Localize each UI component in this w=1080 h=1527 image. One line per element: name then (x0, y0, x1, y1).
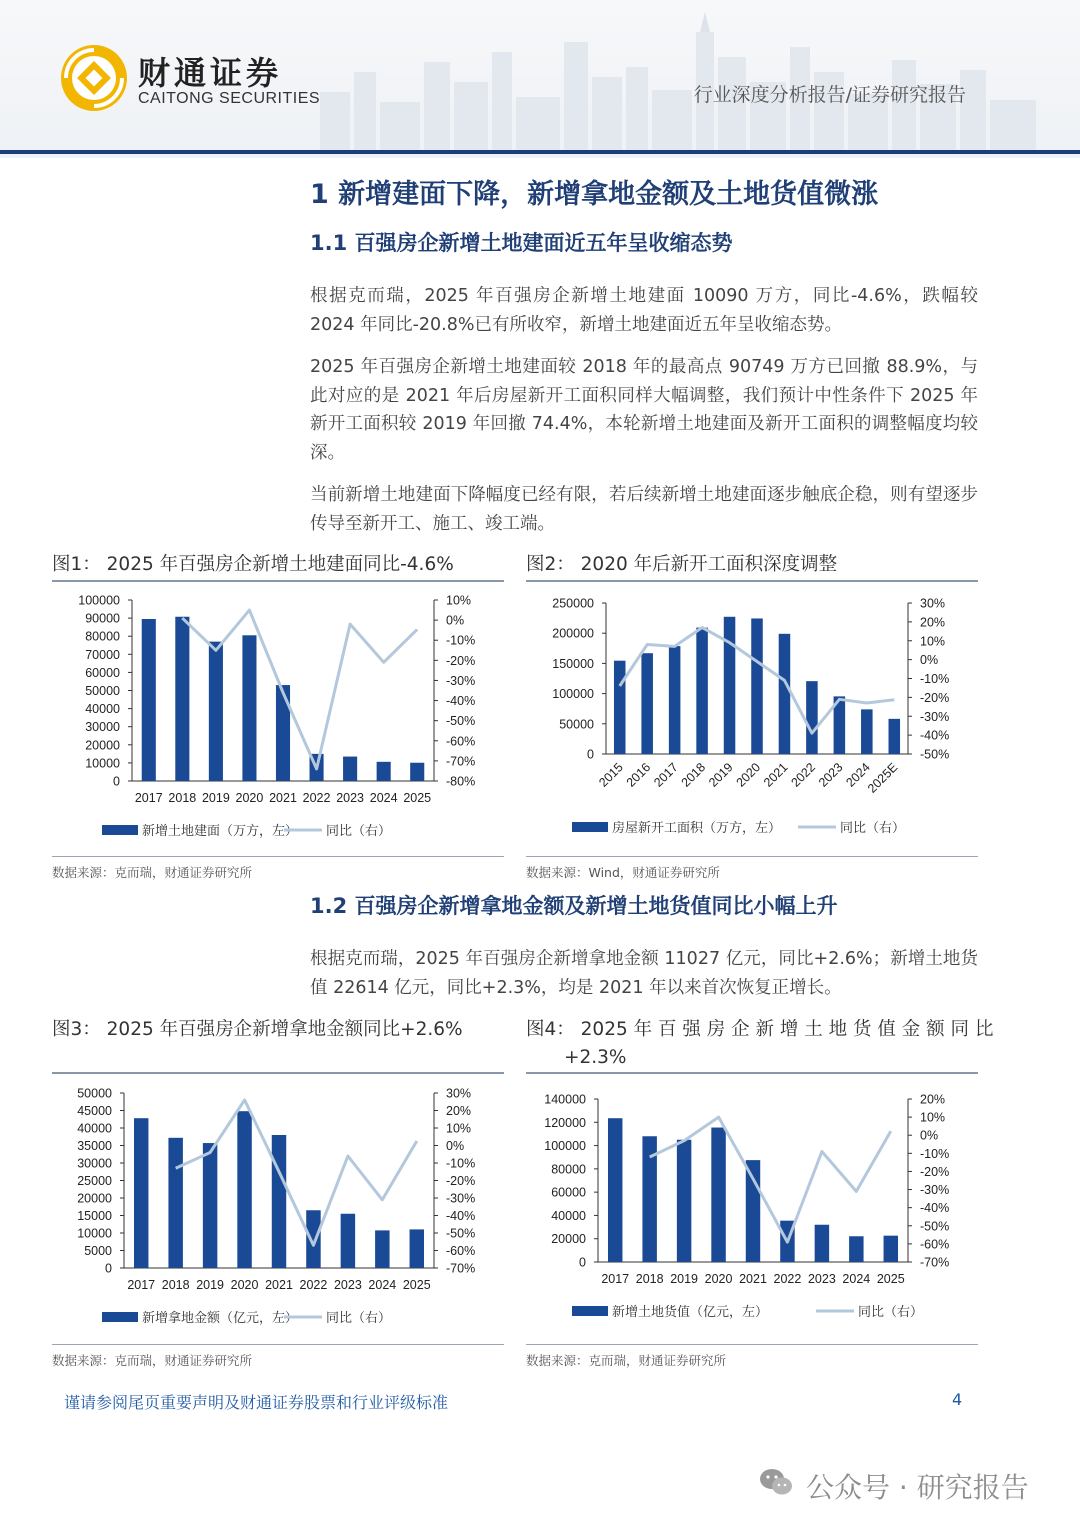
legend-bar-swatch (102, 1312, 138, 1322)
x-tick-label: 2021 (265, 1278, 293, 1292)
y-tick-label-right: -30% (920, 1183, 950, 1198)
bar-2017 (134, 1118, 148, 1268)
bar-2018 (168, 1138, 182, 1268)
y-tick-label-left: 20000 (77, 1191, 112, 1206)
x-tick-label: 2020 (230, 1278, 259, 1292)
y-tick-label-right: -50% (920, 747, 950, 762)
y-tick-label-left: 120000 (544, 1115, 586, 1130)
figure-1-source: 数据来源：克而瑞，财通证券研究所 (52, 865, 253, 880)
x-tick-label: 2017 (134, 791, 163, 805)
wechat-icon (758, 1466, 794, 1498)
y-tick-label-right: 10% (446, 593, 472, 608)
y-tick-label-right: -10% (920, 672, 950, 686)
x-tick-label: 2025 (876, 1272, 905, 1286)
y-tick-label-left: 100000 (78, 593, 120, 608)
x-tick-label: 2020 (704, 1272, 733, 1286)
page-header (0, 0, 1080, 158)
bar-2018 (696, 628, 708, 754)
y-tick-label-right: -50% (446, 1226, 476, 1241)
y-tick-label-left: 80000 (85, 629, 120, 644)
paragraph-2: 2025 年百强房企新增土地建面较 2018 年的最高点 90749 万方已回撤 88.9%，与此对应的是 2021 年后房屋新开工面积同样大幅调整，我们预计中性条件下 2025 年新开工面积较 2019 年回撤 74.4%，本轮新增土地建面及新开工面积的调整幅度均较深。 (310, 357, 978, 463)
x-tick-label: 2023 (815, 760, 846, 790)
legend-line-label: 同比（右） (840, 820, 906, 835)
y-tick-label-left: 40000 (77, 1121, 112, 1136)
x-tick-label: 2025 (402, 1278, 431, 1292)
x-tick-label: 2023 (336, 791, 365, 805)
y-tick-label-left: 100000 (552, 687, 594, 702)
x-tick-label: 2019 (670, 1272, 699, 1286)
figure-1-source-rule (52, 856, 504, 857)
y-tick-label-right: 0% (920, 1128, 939, 1143)
y-tick-label-right: -10% (446, 1156, 476, 1171)
bar-2019 (677, 1140, 691, 1262)
y-tick-label-left: 20000 (85, 738, 120, 753)
figure-2-title-rule (526, 580, 978, 582)
legend-line-label: 同比（右） (326, 823, 392, 838)
x-tick-label: 2025E (864, 760, 901, 796)
y-tick-label-right: 20% (920, 615, 946, 630)
bar-2024 (861, 709, 873, 754)
y-tick-label-left: 0 (105, 1261, 112, 1276)
x-tick-label: 2024 (843, 760, 873, 790)
y-tick-label-right: 10% (920, 1110, 946, 1125)
bar-2015 (614, 661, 626, 754)
y-tick-label-left: 25000 (77, 1174, 112, 1188)
bar-2021 (272, 1135, 286, 1268)
legend-bar-swatch (572, 822, 608, 832)
y-tick-label-right: -20% (446, 653, 476, 668)
figure-4-title-rule (526, 1072, 978, 1074)
bar-2021 (276, 685, 290, 781)
bar-2021 (746, 1160, 760, 1262)
legend-bar-label: 新增拿地金额（亿元，左） (142, 1310, 299, 1325)
y-tick-label-left: 100000 (544, 1139, 586, 1154)
legend-line-label: 同比（右） (858, 1304, 924, 1319)
x-tick-label: 2018 (161, 1278, 190, 1292)
bar-2020 (711, 1128, 725, 1262)
x-tick-label: 2019 (201, 791, 230, 805)
x-tick-label: 2017 (651, 760, 681, 790)
y-tick-label-right: 30% (920, 596, 946, 611)
paragraph-1: 根据克而瑞，2025 年百强房企新增土地建面 10090 万方，同比-4.6%，跌幅较 2024 年同比-20.8%已有所收窄，新增土地建面近五年呈收缩态势。 (310, 286, 978, 335)
figure-3-source-rule (52, 1344, 504, 1345)
bar-2023 (341, 1214, 355, 1268)
section-title: 1 新增建面下降，新增拿地金额及土地货值微涨 (310, 179, 879, 210)
y-tick-label-right: -60% (920, 1237, 950, 1252)
legend-bar-swatch (102, 825, 138, 835)
paragraph-4: 根据克而瑞，2025 年百强房企新增拿地金额 11027 亿元，同比+2.6%；新增土地货值 22614 亿元，同比+2.3%，均是 2021 年以来首次恢复正增长。 (310, 949, 978, 998)
y-tick-label-left: 90000 (85, 611, 120, 626)
caitong-logo-icon (58, 42, 130, 114)
y-tick-label-right: -30% (446, 673, 476, 688)
y-tick-label-left: 10000 (77, 1226, 112, 1241)
y-tick-label-right: -10% (446, 633, 476, 648)
bar-2025E (889, 719, 901, 754)
y-tick-label-right: -20% (446, 1174, 476, 1188)
x-tick-label: 2019 (706, 760, 736, 790)
bar-2022 (806, 681, 818, 754)
y-tick-label-left: 70000 (85, 647, 120, 662)
bar-2019 (209, 642, 223, 781)
y-tick-label-right: 20% (920, 1092, 946, 1107)
chart-4 (526, 1076, 978, 1342)
y-tick-label-right: -70% (446, 1261, 476, 1276)
x-tick-label: 2022 (788, 760, 819, 790)
x-tick-label: 2018 (678, 760, 709, 790)
bar-2018 (175, 617, 189, 781)
y-tick-label-right: 10% (920, 634, 946, 649)
bar-2020 (237, 1111, 251, 1268)
y-tick-label-left: 30000 (77, 1156, 112, 1171)
x-tick-label: 2021 (739, 1272, 767, 1286)
legend-bar-label: 新增土地建面（万方，左） (142, 823, 299, 838)
y-tick-label-left: 0 (579, 1255, 586, 1270)
x-tick-label: 2024 (368, 1278, 397, 1292)
x-tick-label: 2024 (369, 791, 398, 805)
y-tick-label-left: 10000 (85, 756, 120, 771)
y-tick-label-right: -80% (446, 774, 476, 789)
bar-2023 (343, 757, 357, 781)
disclaimer-link[interactable]: 谨请参阅尾页重要声明及财通证券股票和行业评级标准 (64, 1393, 449, 1412)
y-tick-label-left: 40000 (551, 1208, 586, 1223)
y-tick-label-left: 45000 (77, 1104, 112, 1118)
bar-2020 (242, 635, 256, 781)
y-tick-label-left: 150000 (552, 656, 594, 671)
x-tick-label: 2019 (196, 1278, 225, 1292)
bar-2017 (142, 619, 156, 781)
bar-2022 (306, 1210, 320, 1268)
figure-4-source-rule (526, 1344, 978, 1345)
bar-2024 (375, 1230, 389, 1268)
figure-1-title: 图1： 2025 年百强房企新增土地建面同比-4.6% (52, 554, 454, 575)
y-tick-label-left: 0 (587, 747, 594, 762)
figure-1-title-rule (52, 580, 504, 582)
y-tick-label-right: -20% (920, 690, 950, 705)
x-tick-label: 2020 (733, 760, 764, 790)
company-name-en: CAITONG SECURITIES (138, 90, 321, 107)
figure-3-source: 数据来源：克而瑞，财通证券研究所 (52, 1353, 253, 1368)
bar-2019 (203, 1143, 217, 1268)
y-tick-label-right: 10% (446, 1121, 472, 1136)
figure-3-title-rule (52, 1072, 504, 1074)
x-tick-label: 2021 (761, 760, 791, 790)
x-tick-label: 2016 (623, 760, 654, 790)
header-divider (0, 150, 1080, 154)
y-tick-label-right: -70% (920, 1255, 950, 1270)
x-tick-label: 2022 (302, 791, 331, 805)
y-tick-label-right: -40% (446, 694, 476, 709)
y-tick-label-right: 0% (446, 1139, 465, 1153)
y-tick-label-left: 50000 (85, 684, 120, 698)
bar-2021 (779, 634, 791, 754)
bar-2025 (410, 1229, 424, 1268)
y-tick-label-right: -10% (920, 1146, 950, 1161)
y-tick-label-left: 35000 (77, 1139, 112, 1153)
bar-2023 (815, 1225, 829, 1262)
y-tick-label-right: -60% (446, 1244, 476, 1258)
y-tick-label-right: 30% (446, 1086, 472, 1101)
subsection-title-1-2: 1.2 百强房企新增拿地金额及新增土地货值同比小幅上升 (310, 894, 838, 918)
bar-2017 (608, 1118, 622, 1262)
y-tick-label-left: 60000 (551, 1185, 586, 1200)
legend-bar-label: 新增土地货值（亿元，左） (612, 1304, 769, 1319)
bar-2025 (884, 1236, 898, 1262)
x-tick-label: 2017 (127, 1278, 156, 1292)
bar-2016 (641, 653, 653, 754)
chart-2 (526, 584, 978, 854)
figure-3-title: 图3： 2025 年百强房企新增拿地金额同比+2.6% (52, 1019, 463, 1040)
x-tick-label: 2017 (601, 1272, 630, 1286)
y-tick-label-left: 50000 (77, 1086, 112, 1101)
legend-bar-label: 房屋新开工面积（万方，左） (612, 820, 782, 835)
y-tick-label-left: 0 (113, 774, 120, 789)
y-tick-label-left: 40000 (85, 702, 120, 717)
x-tick-label: 2018 (635, 1272, 664, 1286)
y-tick-label-right: -30% (920, 709, 950, 724)
y-tick-label-right: 0% (446, 613, 465, 628)
y-tick-label-left: 15000 (77, 1209, 112, 1223)
x-tick-label: 2021 (269, 791, 297, 805)
bar-2017 (669, 646, 681, 754)
y-tick-label-right: -40% (446, 1209, 476, 1223)
watermark-text: 公众号 · 研究报告 (806, 1471, 1029, 1504)
legend-line-label: 同比（右） (326, 1310, 392, 1325)
bar-2024 (849, 1236, 863, 1262)
company-name-cn: 财通证券 (138, 54, 283, 92)
y-tick-label-right: -70% (446, 754, 476, 769)
y-tick-label-left: 20000 (551, 1232, 586, 1247)
x-tick-label: 2022 (299, 1278, 328, 1292)
figure-4-title-line2: +2.3% (564, 1047, 627, 1068)
page-number: 4 (952, 1390, 963, 1409)
paragraph-3: 当前新增土地建面下降幅度已经有限，若后续新增土地建面逐步触底企稳，则有望逐步传导至新开工、施工、竣工端。 (310, 485, 978, 534)
y-tick-label-right: -50% (446, 714, 476, 729)
subsection-title-1-1: 1.1 百强房企新增土地建面近五年呈收缩态势 (310, 231, 733, 255)
x-tick-label: 2022 (773, 1272, 802, 1286)
legend-bar-swatch (572, 1306, 608, 1316)
figure-4-source: 数据来源：克而瑞，财通证券研究所 (526, 1353, 727, 1368)
y-tick-label-left: 80000 (551, 1162, 586, 1177)
x-tick-label: 2020 (235, 791, 264, 805)
figure-2-title: 图2： 2020 年后新开工面积深度调整 (526, 554, 838, 575)
figure-2-source: 数据来源：Wind，财通证券研究所 (526, 865, 720, 880)
y-tick-label-right: 20% (446, 1104, 472, 1118)
report-type-label: 行业深度分析报告/证券研究报告 (693, 84, 966, 106)
y-tick-label-right: -20% (920, 1164, 950, 1179)
y-tick-label-right: -60% (446, 734, 476, 749)
x-tick-label: 2025 (403, 791, 432, 805)
x-tick-label: 2024 (842, 1272, 871, 1286)
y-tick-label-left: 30000 (85, 720, 120, 735)
y-tick-label-right: -40% (920, 728, 950, 743)
y-tick-label-right: -50% (920, 1219, 950, 1234)
y-tick-label-left: 250000 (552, 596, 594, 611)
x-tick-label: 2023 (333, 1278, 362, 1292)
y-tick-label-right: -40% (920, 1201, 950, 1216)
y-tick-label-right: -30% (446, 1191, 476, 1206)
y-tick-label-right: 0% (920, 653, 939, 668)
figure-4-title-line1: 图4： 2025 年 百 强 房 企 新 增 土 地 货 值 金 额 同 比 (526, 1019, 994, 1040)
bar-2024 (377, 762, 391, 781)
x-tick-label: 2015 (596, 760, 626, 790)
figure-2-source-rule (526, 856, 978, 857)
x-tick-label: 2018 (168, 791, 197, 805)
bar-2020 (751, 618, 763, 754)
y-tick-label-left: 200000 (552, 626, 594, 641)
bar-2025 (410, 763, 424, 781)
y-tick-label-left: 60000 (85, 665, 120, 680)
y-tick-label-left: 50000 (559, 717, 594, 732)
chart-1 (52, 584, 504, 854)
x-tick-label: 2023 (807, 1272, 836, 1286)
chart-3 (52, 1076, 504, 1342)
bar-2019 (724, 617, 736, 754)
y-tick-label-left: 140000 (544, 1092, 586, 1107)
y-tick-label-left: 5000 (84, 1244, 112, 1258)
